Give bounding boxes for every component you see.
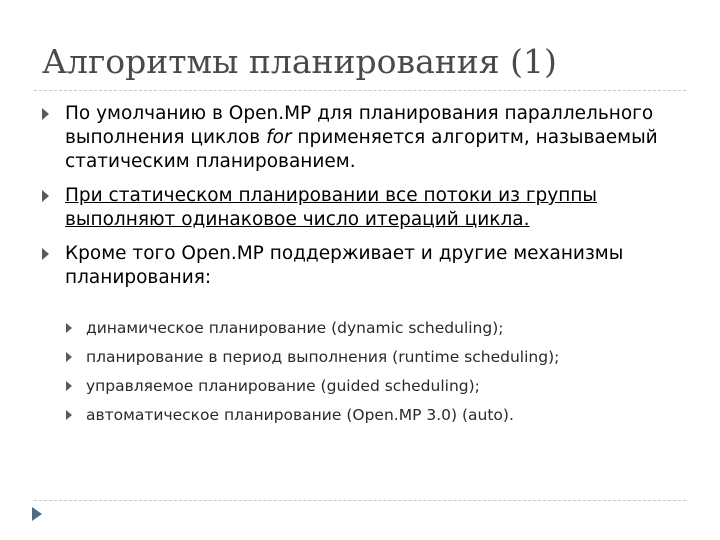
triangle-right-icon (42, 108, 49, 120)
sub-bullet-item-4 (0, 405, 696, 425)
bullet-2-text: При статическом планировании все потоки из группы выполняют одинаковое число итераций цикла. (65, 185, 598, 230)
triangle-right-icon (66, 410, 72, 420)
footer-divider (34, 500, 686, 501)
sub-bullet-item-3 (0, 376, 696, 396)
bullet-3-text: Кроме того Open.MP поддерживает и другие механизмы планирования: (65, 243, 624, 288)
sub-bullet-3-text: управляемое планирование (guided scheduling); (86, 377, 480, 395)
sub-bullet-list (0, 318, 720, 434)
bullet-1-text-start: По умолчанию в Open.MP для планирования параллельного выполнения циклов (65, 103, 654, 148)
bullet-list (0, 102, 720, 300)
title-divider (34, 90, 686, 91)
sub-bullet-2-text: планирование в период выполнения (runtime scheduling); (86, 348, 560, 366)
bullet-1-text-end: применяется алгоритм, называемый статическим планированием. (65, 127, 658, 172)
next-slide-icon[interactable] (32, 507, 42, 521)
sub-bullet-item-1 (0, 318, 696, 338)
triangle-right-icon (66, 323, 72, 333)
triangle-right-icon (66, 381, 72, 391)
bullet-1-emphasis: for (266, 127, 292, 148)
bullet-item-3 (0, 242, 705, 290)
slide-title: Алгоритмы планирования (1) (42, 42, 557, 81)
sub-bullet-4-text: автоматическое планирование (Open.MP 3.0) (auto). (86, 406, 514, 424)
bullet-item-1 (0, 102, 705, 174)
sub-bullet-item-2 (0, 347, 696, 367)
sub-bullet-1-text: динамическое планирование (dynamic scheduling); (86, 319, 504, 337)
triangle-right-icon (42, 190, 49, 202)
triangle-right-icon (66, 352, 72, 362)
bullet-item-2 (0, 184, 705, 232)
triangle-right-icon (42, 248, 49, 260)
